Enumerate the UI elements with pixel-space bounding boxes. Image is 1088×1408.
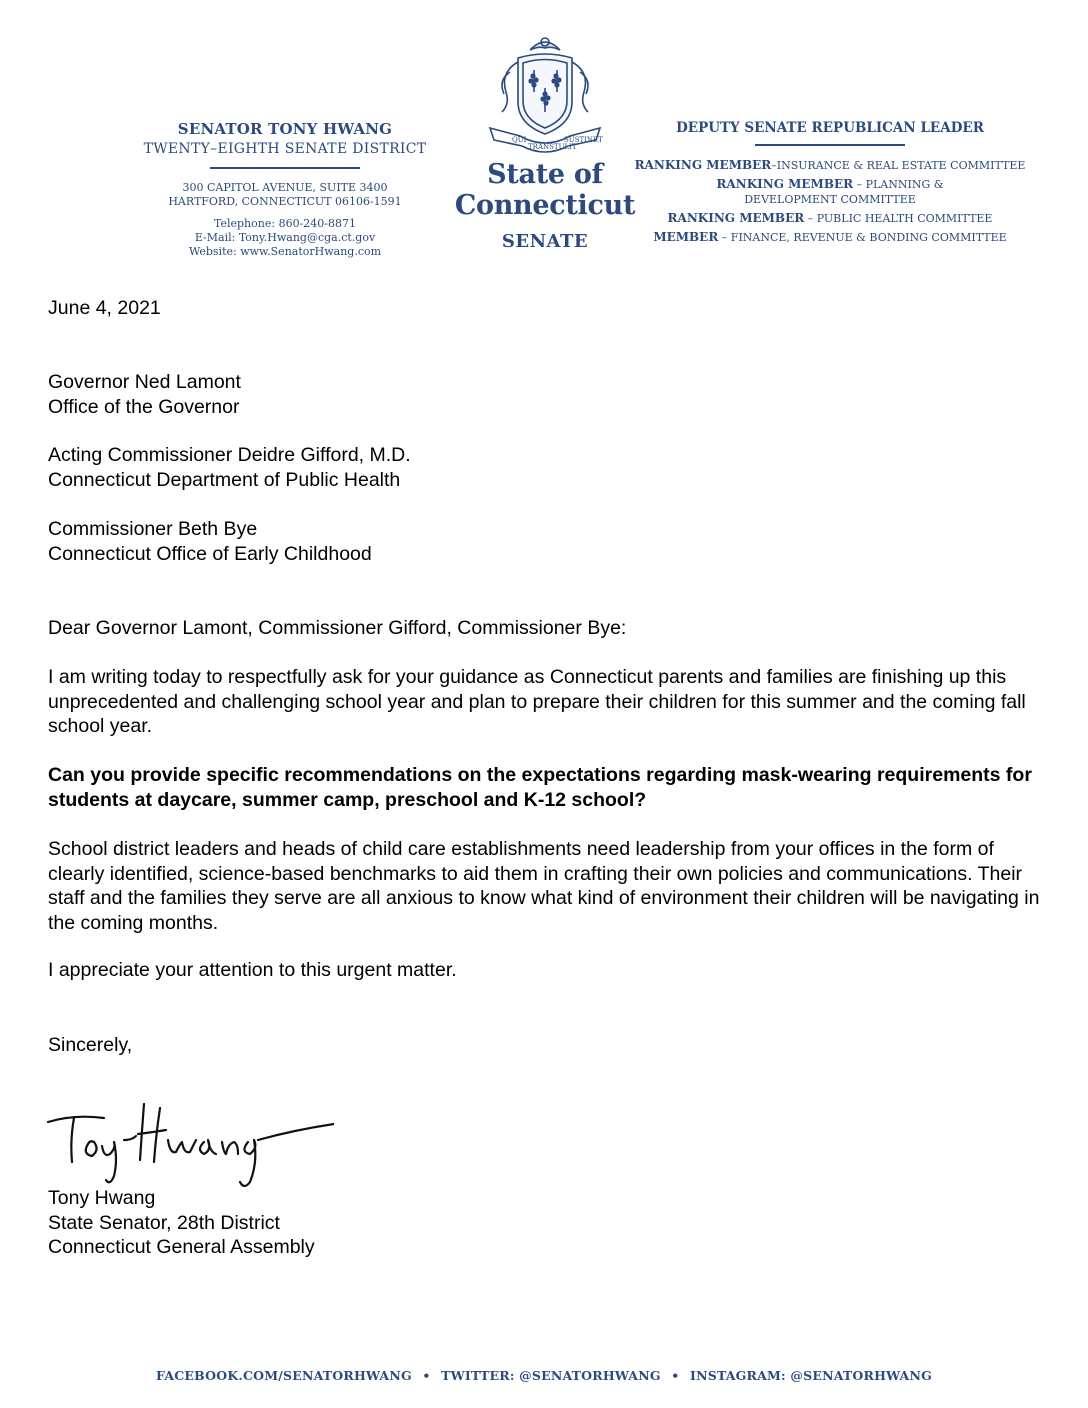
facebook-link[interactable]: FACEBOOK.COM/SENATORHWANG bbox=[156, 1368, 412, 1383]
recipient-3 bbox=[48, 517, 1048, 566]
seal-motto-2: TRANSTULIT bbox=[528, 143, 577, 151]
letterhead-right bbox=[630, 120, 1030, 245]
signer-name: Tony Hwang bbox=[48, 1187, 156, 1209]
separator: • bbox=[671, 1368, 680, 1383]
connecticut-seal-icon bbox=[460, 32, 630, 157]
recipient-3-name: Commissioner Beth Bye bbox=[48, 518, 258, 540]
question-paragraph: Can you provide specific recommendations on the expectations regarding mask-wearing requirements for students at daycare, summer camp, preschool and K-12 school? bbox=[48, 764, 1032, 811]
recipient-1-office: Office of the Governor bbox=[48, 395, 240, 418]
recipient-1-name: Governor Ned Lamont bbox=[48, 371, 241, 393]
address-line-2: HARTFORD, CONNECTICUT 06106-1591 bbox=[168, 194, 402, 208]
recipient-2-name: Acting Commissioner Deidre Gifford, M.D. bbox=[48, 444, 411, 466]
closing: Sincerely, bbox=[48, 1034, 133, 1056]
divider bbox=[210, 167, 360, 169]
twitter-link[interactable]: TWITTER: @SENATORHWANG bbox=[441, 1368, 661, 1383]
signer-organization: Connecticut General Assembly bbox=[48, 1236, 315, 1258]
signer-title: State Senator, 28th District bbox=[48, 1211, 280, 1234]
recipient-1 bbox=[48, 370, 1048, 419]
telephone: Telephone: 860-240-8871 bbox=[214, 216, 356, 230]
paragraph-1: I am writing today to respectfully ask for your guidance as Connecticut parents and families are finishing up this unprecedented and challenging school year and plan to prepare their children for this summer and the coming fall school year. bbox=[48, 666, 1026, 737]
signer-block bbox=[48, 1186, 1048, 1260]
divider bbox=[755, 144, 905, 146]
state-title: State of Connecticut bbox=[454, 159, 636, 221]
email: E-Mail: Tony.Hwang@cga.ct.gov bbox=[194, 230, 376, 244]
paragraph-2: School district leaders and heads of child care establishments need leadership from your offices in the form of clearly identified, science-based benchmarks to aid them in crafting their own policies and communications. Their staff and the families they serve are all anxious to know what kind of environment their children will be navigating in the coming months. bbox=[48, 838, 1040, 934]
separator: • bbox=[422, 1368, 431, 1383]
letterhead-left bbox=[100, 120, 470, 259]
senate-label: SENATE bbox=[501, 231, 589, 252]
footer-social-links bbox=[0, 1368, 1088, 1383]
committee-role-1: RANKING MEMBER–INSURANCE & REAL ESTATE COMMITTEE bbox=[634, 157, 1026, 172]
committee-role-4: MEMBER – FINANCE, REVENUE & BONDING COMMITTEE bbox=[653, 229, 1007, 244]
letter-date: June 4, 2021 bbox=[48, 297, 161, 319]
senator-name: SENATOR TONY HWANG bbox=[177, 120, 393, 138]
committee-role-2: RANKING MEMBER – PLANNING & bbox=[716, 176, 944, 191]
signature bbox=[44, 1100, 334, 1195]
recipient-3-office: Connecticut Office of Early Childhood bbox=[48, 542, 372, 565]
committee-role-3: RANKING MEMBER – PUBLIC HEALTH COMMITTEE bbox=[667, 210, 993, 225]
recipient-2 bbox=[48, 443, 1048, 492]
senate-district: TWENTY–EIGHTH SENATE DISTRICT bbox=[143, 141, 427, 157]
seal-motto-3: SUSTINET bbox=[564, 136, 603, 144]
seal-motto-1: QUI bbox=[512, 136, 527, 144]
paragraph-3: I appreciate your attention to this urgent matter. bbox=[48, 959, 457, 981]
recipient-2-office: Connecticut Department of Public Health bbox=[48, 468, 401, 491]
website: Website: www.SenatorHwang.com bbox=[188, 244, 382, 258]
committee-role-2-cont: DEVELOPMENT COMMITTEE bbox=[744, 192, 916, 206]
instagram-link[interactable]: INSTAGRAM: @SENATORHWANG bbox=[690, 1368, 932, 1383]
leadership-title: DEPUTY SENATE REPUBLICAN LEADER bbox=[676, 120, 984, 136]
address-line-1: 300 CAPITOL AVENUE, SUITE 3400 bbox=[182, 180, 388, 194]
salutation: Dear Governor Lamont, Commissioner Gifford, Commissioner Bye: bbox=[48, 617, 627, 639]
